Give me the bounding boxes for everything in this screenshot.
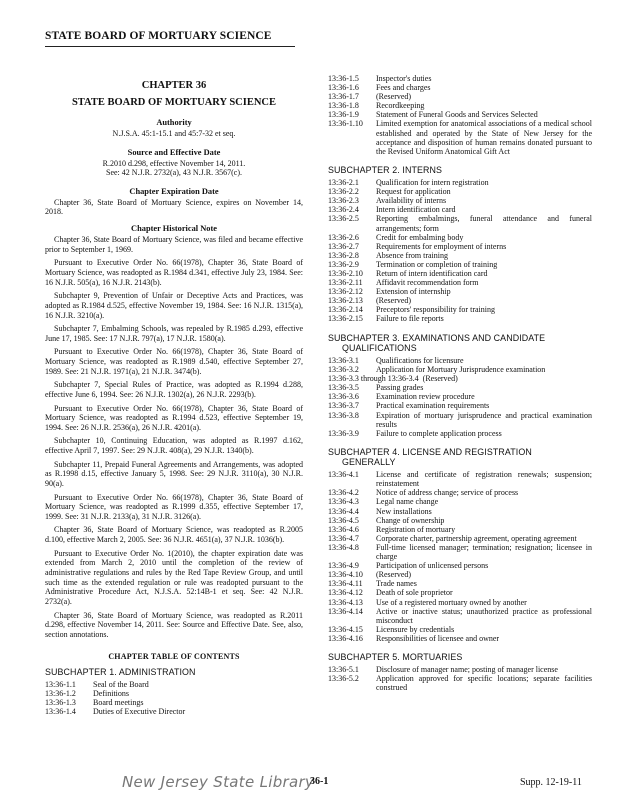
toc-entry: [328, 525, 592, 534]
section-title: Expiration of mortuary jurisprudence and practical examination results: [376, 410, 592, 429]
subchapter-3-list: [328, 356, 592, 438]
section-title: Recordkeeping: [376, 101, 425, 111]
section-number: 13:36-1.7: [328, 92, 359, 102]
history-note: Chapter 36, State Board of Mortuary Science, was readopted as R.2011 d.298, effective November 14, 2011. See: Source and Effective Date. See, also, section annotations.: [45, 610, 303, 640]
toc-entry: [328, 579, 592, 588]
toc-entry: [45, 698, 303, 707]
left-column: [45, 80, 303, 716]
section-title: Return of intern identification card: [376, 268, 488, 278]
subchapter-2-list: [328, 178, 592, 324]
section-title: New installations: [376, 506, 432, 516]
toc-entry: [328, 401, 592, 410]
toc-entry: [328, 178, 592, 187]
section-number: 13:36-3.8: [328, 410, 359, 420]
chapter-number: CHAPTER 36: [141, 80, 207, 91]
toc-entry: [328, 607, 592, 625]
section-title: Requirements for employment of interns: [376, 241, 507, 251]
section-number: 13:36-4.14: [328, 606, 363, 616]
section-title: Participation of unlicensed persons: [376, 561, 489, 571]
toc-entry: [328, 110, 592, 119]
section-number: 13:36-2.12: [328, 287, 363, 297]
supplement-date: Supp. 12-19-11: [520, 777, 582, 788]
toc-entry: [328, 214, 592, 232]
section-number: 13:36-4.10: [328, 570, 363, 580]
section-title: Fees and charges: [376, 83, 431, 93]
history-note: Chapter 36, State Board of Mortuary Science, was filed and became effective prior to September 1, 1969.: [45, 235, 303, 254]
toc-entry: [328, 101, 592, 110]
history-notes: [45, 235, 303, 640]
section-number: 13:36-2.9: [328, 259, 359, 269]
toc-entry: [328, 470, 592, 488]
history-note: Pursuant to Executive Order No. 66(1978), Chapter 36, State Board of Mortuary Science, was readopted as R.1994 d.523, effective September 19, 1994. See: 26 N.J.R. 2536(a), 26 N.J.R. 4201(a).: [45, 403, 303, 432]
section-title: Intern identification card: [376, 205, 456, 215]
authority-heading: Authority: [156, 118, 192, 127]
section-number: 13:36-3.3 through 13:36-3.4: [328, 374, 419, 384]
history-note: Subchapter 9, Prevention of Unfair or Deceptive Acts and Practices, was adopted as R.1984 d.525, effective November 19, 1984. See: 16 N.J.R. 1315(a), 16 N.J.R. 3210(a).: [45, 291, 303, 320]
toc-entry: [328, 251, 592, 260]
toc-entry: [328, 119, 592, 155]
toc-entry: [328, 74, 592, 83]
section-title: Change of ownership: [376, 515, 445, 525]
section-title: Termination or completion of training: [376, 259, 498, 269]
section-number: 13:36-2.5: [328, 214, 359, 224]
section-title: Trade names: [376, 579, 417, 589]
section-number: 13:36-2.1: [328, 178, 359, 188]
subchapter-3-line1: SUBCHAPTER 3. EXAMINATIONS AND CANDIDATE: [328, 332, 546, 343]
toc-entry: [328, 625, 592, 634]
section-number: 13:36-4.2: [328, 488, 359, 498]
section-number: 13:36-2.2: [328, 187, 359, 197]
section-title: (Reserved): [376, 92, 412, 102]
toc-entry: [328, 634, 592, 643]
subchapter-1-list-continued: [328, 74, 592, 156]
section-title: Statement of Funeral Goods and Services Selected: [376, 110, 538, 120]
section-title: Request for application: [376, 187, 451, 197]
history-note: Chapter 36, State Board of Mortuary Science, was readopted as R.2005 d.100, effective March 2, 2005. See: 36 N.J.R. 4651(a), 37 N.J.R. 1036(b).: [45, 525, 303, 545]
section-title: Affidavit recommendation form: [376, 278, 479, 288]
toc-entry: [328, 83, 592, 92]
section-number: 13:36-2.4: [328, 205, 359, 215]
section-number: 13:36-3.9: [328, 428, 359, 438]
section-title: Passing grades: [376, 383, 424, 393]
section-title: Definitions: [93, 689, 129, 699]
section-number: 13:36-2.15: [328, 314, 363, 324]
section-title: Notice of address change; service of process: [376, 488, 519, 498]
history-note: Pursuant to Executive Order No. 66(1978), Chapter 36, State Board of Mortuary Science, was readopted as R.1984 d.341, effective July 23, 1984. See: 16 N.J.R. 505(a), 16 N.J.R. 2143(b).: [45, 258, 303, 287]
toc-entry: [328, 516, 592, 525]
running-head: STATE BOARD OF MORTUARY SCIENCE: [45, 30, 272, 42]
section-number: 13:36-3.2: [328, 365, 359, 375]
section-title: (Reserved): [422, 374, 458, 384]
toc-entry: [328, 598, 592, 607]
section-title: Active or inactive status; unauthorized practice as professional misconduct: [376, 606, 592, 625]
section-number: 13:36-5.1: [328, 665, 359, 675]
toc-entry: [328, 205, 592, 214]
section-title: Qualification for intern registration: [376, 178, 489, 188]
toc-entry: [328, 570, 592, 579]
toc-entry: [328, 92, 592, 101]
section-title: Use of a registered mortuary owned by another: [376, 597, 527, 607]
section-number: 13:36-4.16: [328, 633, 363, 643]
toc-entry: [328, 314, 592, 323]
section-number: 13:36-4.8: [328, 542, 359, 552]
history-heading: Chapter Historical Note: [131, 224, 217, 234]
toc-entry: [45, 707, 303, 716]
section-title: Failure to complete application process: [376, 428, 502, 438]
expiration-text: Chapter 36, State Board of Mortuary Science, expires on November 14, 2018.: [45, 197, 303, 217]
toc-entry: [328, 278, 592, 287]
section-number: 13:36-2.11: [328, 278, 363, 288]
section-number: 13:36-2.14: [328, 305, 363, 315]
toc-entry: [328, 411, 592, 429]
section-number: 13:36-1.5: [328, 74, 359, 83]
section-title: Disclosure of manager name; posting of manager license: [376, 665, 558, 675]
toc-entry: [328, 287, 592, 296]
toc-entry: [328, 305, 592, 314]
history-note: Pursuant to Executive Order No. 66(1978), Chapter 36, State Board of Mortuary Science, was readopted as R.1999 d.355, effective September 17, 1999. See: 31 N.J.R. 2133(a), 31 N.J.R. 3126(a).: [45, 492, 303, 521]
section-title: Seal of the Board: [93, 679, 149, 689]
toc-entry: [328, 296, 592, 305]
section-title: Extension of internship: [376, 287, 451, 297]
section-number: 13:36-4.11: [328, 579, 363, 589]
subchapter-4-line1: SUBCHAPTER 4. LICENSE AND REGISTRATION: [328, 446, 532, 457]
section-number: 13:36-4.9: [328, 561, 359, 571]
section-number: 13:36-4.6: [328, 524, 359, 534]
section-title: License and certificate of registration renewals; suspension; reinstatement: [376, 470, 592, 489]
section-number: 13:36-3.1: [328, 355, 359, 365]
toc-entry: [328, 665, 592, 674]
subchapter-4-list: [328, 470, 592, 643]
subchapter-3-line2: QUALIFICATIONS: [342, 342, 417, 353]
toc-entry: [328, 588, 592, 597]
section-title: Corporate charter, partnership agreement, operating agreement: [376, 533, 577, 543]
history-note: Subchapter 10, Continuing Education, was adopted as R.1997 d.162, effective April 7, 1997. See: 29 N.J.R. 408(a), 29 N.J.R. 1340(b).: [45, 436, 303, 456]
section-number: 13:36-4.15: [328, 624, 363, 634]
subchapter-5-list: [328, 665, 592, 692]
toc-entry: [328, 674, 592, 692]
section-number: 13:36-2.13: [328, 296, 363, 306]
section-number: 13:36-1.6: [328, 83, 359, 93]
section-title: Practical examination requirements: [376, 401, 490, 411]
section-title: Full-time licensed manager; termination; resignation; licensee in charge: [376, 542, 592, 562]
section-number: 13:36-3.5: [328, 383, 359, 393]
subchapter-2-heading: SUBCHAPTER 2. INTERNS: [328, 164, 443, 175]
section-number: 13:36-4.1: [328, 470, 359, 480]
section-number: 13:36-4.4: [328, 506, 359, 516]
section-title: Duties of Executive Director: [93, 707, 186, 717]
section-title: Application approved for specific locations; separate facilities construed: [376, 674, 592, 693]
section-title: Absence from training: [376, 250, 448, 260]
section-number: 13:36-2.8: [328, 250, 359, 260]
expiration-heading: Chapter Expiration Date: [129, 186, 219, 196]
section-number: 13:36-4.13: [328, 597, 363, 607]
library-logo: New Jersey State Library: [122, 773, 315, 791]
authority-text: N.J.S.A. 45:1-15.1 and 45:7-32 et seq.: [112, 129, 236, 138]
section-title: Registration of mortuary: [376, 524, 456, 534]
source-heading: Source and Effective Date: [127, 147, 221, 157]
toc-entry: [45, 689, 303, 698]
section-number: 13:36-4.7: [328, 533, 359, 543]
section-title: Availability of interns: [376, 196, 447, 206]
section-title: Death of sole proprietor: [376, 588, 453, 598]
section-title: Board meetings: [93, 698, 144, 708]
section-number: 13:36-2.10: [328, 268, 363, 278]
toc-entry: [328, 429, 592, 438]
chapter-title: STATE BOARD OF MORTUARY SCIENCE: [71, 97, 277, 108]
subchapter-5-heading: SUBCHAPTER 5. MORTUARIES: [328, 651, 463, 662]
history-note: Pursuant to Executive Order No. 66(1978), Chapter 36, State Board of Mortuary Science, was readopted as R.1989 d.540, effective September 27, 1989. See: 21 N.J.R. 1971(a), 21 N.J.R. 3474(b).: [45, 347, 303, 376]
section-number: 13:36-3.7: [328, 401, 359, 411]
section-title: Limited exemption for anatomical associations of a medical school established and operated by the State of New Jersey for the acceptance and disposition of human remains donated pursuant to the Revised Uniform Anatomical Gift Act: [376, 119, 592, 156]
section-title: Examination review procedure: [376, 392, 475, 402]
section-number: 13:36-1.8: [328, 101, 359, 111]
toc-entry: [328, 374, 592, 383]
right-column: [328, 74, 592, 692]
section-title: (Reserved): [376, 296, 412, 306]
history-note: Subchapter 11, Prepaid Funeral Agreements and Arrangements, was adopted as R.1998 d.15, effective January 5, 1998. See: 29 N.J.R. 3110(a), 30 N.J.R. 90(a).: [45, 459, 303, 489]
section-number: 13:36-3.6: [328, 392, 359, 402]
subchapter-3-heading: [328, 333, 592, 353]
section-title: Reporting embalmings, funeral attendance and funeral arrangements; form: [376, 214, 592, 233]
toc-entry: [328, 392, 592, 401]
subchapter-1-list: [45, 680, 303, 716]
toc-entry: [328, 561, 592, 570]
subchapter-4-line2: GENERALLY: [342, 457, 396, 467]
section-number: 13:36-4.3: [328, 497, 359, 507]
toc-entry: [328, 196, 592, 205]
section-title: Preceptors' responsibility for training: [376, 305, 495, 315]
section-number: 13:36-2.6: [328, 232, 359, 242]
section-title: (Reserved): [376, 570, 412, 580]
section-title: Legal name change: [376, 497, 439, 507]
history-note: Subchapter 7, Embalming Schools, was repealed by R.1985 d.293, effective June 17, 1985. See: 17 N.J.R. 797(a), 17 N.J.R. 1580(a).: [45, 324, 303, 343]
section-number: 13:36-1.9: [328, 110, 359, 120]
history-note: Subchapter 7, Special Rules of Practice, was adopted as R.1994 d.288, effective June 6, 1994. See: 26 N.J.R. 1302(a), 26 N.J.R. 2293(b).: [45, 380, 303, 400]
section-title: Inspector's duties: [376, 74, 432, 83]
section-title: Licensure by credentials: [376, 624, 455, 634]
section-number: 13:36-1.1: [45, 679, 76, 689]
section-title: Credit for embalming body: [376, 232, 464, 242]
toc-entry: [328, 365, 592, 374]
toc-entry: [328, 534, 592, 543]
source-text: R.2010 d.298, effective November 14, 2011. See: 42 N.J.R. 2732(a), 43 N.J.R. 3567(c).: [102, 158, 246, 178]
toc-entry: [328, 497, 592, 506]
history-note: Pursuant to Executive Order No. 1(2010), the chapter expiration date was extended from March 2, 2010 until the completion of the review of administrative regulations and rules by the Red Tape Review Group, and until such time as the extended regulation or rule was readopted pursuant to the Administrative Procedure Act, N.J.S.A. 52:14B-1 et seq. See: 42 N.J.R. 2732(a).: [45, 548, 303, 607]
section-number: 13:36-2.7: [328, 241, 359, 251]
toc-entry: [328, 233, 592, 242]
section-title: Qualifications for licensure: [376, 355, 464, 365]
section-number: 13:36-1.4: [45, 707, 76, 717]
subchapter-4-heading: [328, 447, 592, 467]
section-number: 13:36-1.3: [45, 698, 76, 708]
section-title: Failure to file reports: [376, 314, 444, 324]
section-number: 13:36-1.10: [328, 119, 363, 129]
toc-entry: [328, 356, 592, 365]
toc-entry: [328, 488, 592, 497]
section-number: 13:36-4.5: [328, 515, 359, 525]
header-rule: [45, 46, 295, 47]
toc-heading: CHAPTER TABLE OF CONTENTS: [108, 651, 240, 661]
toc-entry: [328, 507, 592, 516]
section-title: Application for Mortuary Jurisprudence examination: [376, 365, 546, 375]
section-number: 13:36-4.12: [328, 588, 363, 598]
toc-entry: [45, 680, 303, 689]
toc-entry: [328, 260, 592, 269]
section-number: 13:36-5.2: [328, 674, 359, 684]
toc-entry: [328, 242, 592, 251]
section-number: 13:36-1.2: [45, 689, 76, 699]
toc-entry: [328, 187, 592, 196]
section-title: Responsibilities of licensee and owner: [376, 633, 500, 643]
toc-entry: [328, 269, 592, 278]
section-number: 13:36-2.3: [328, 196, 359, 206]
toc-entry: [328, 543, 592, 561]
toc-entry: [328, 383, 592, 392]
subchapter-1-heading: SUBCHAPTER 1. ADMINISTRATION: [45, 666, 196, 677]
page-number: 36-1: [310, 776, 329, 787]
